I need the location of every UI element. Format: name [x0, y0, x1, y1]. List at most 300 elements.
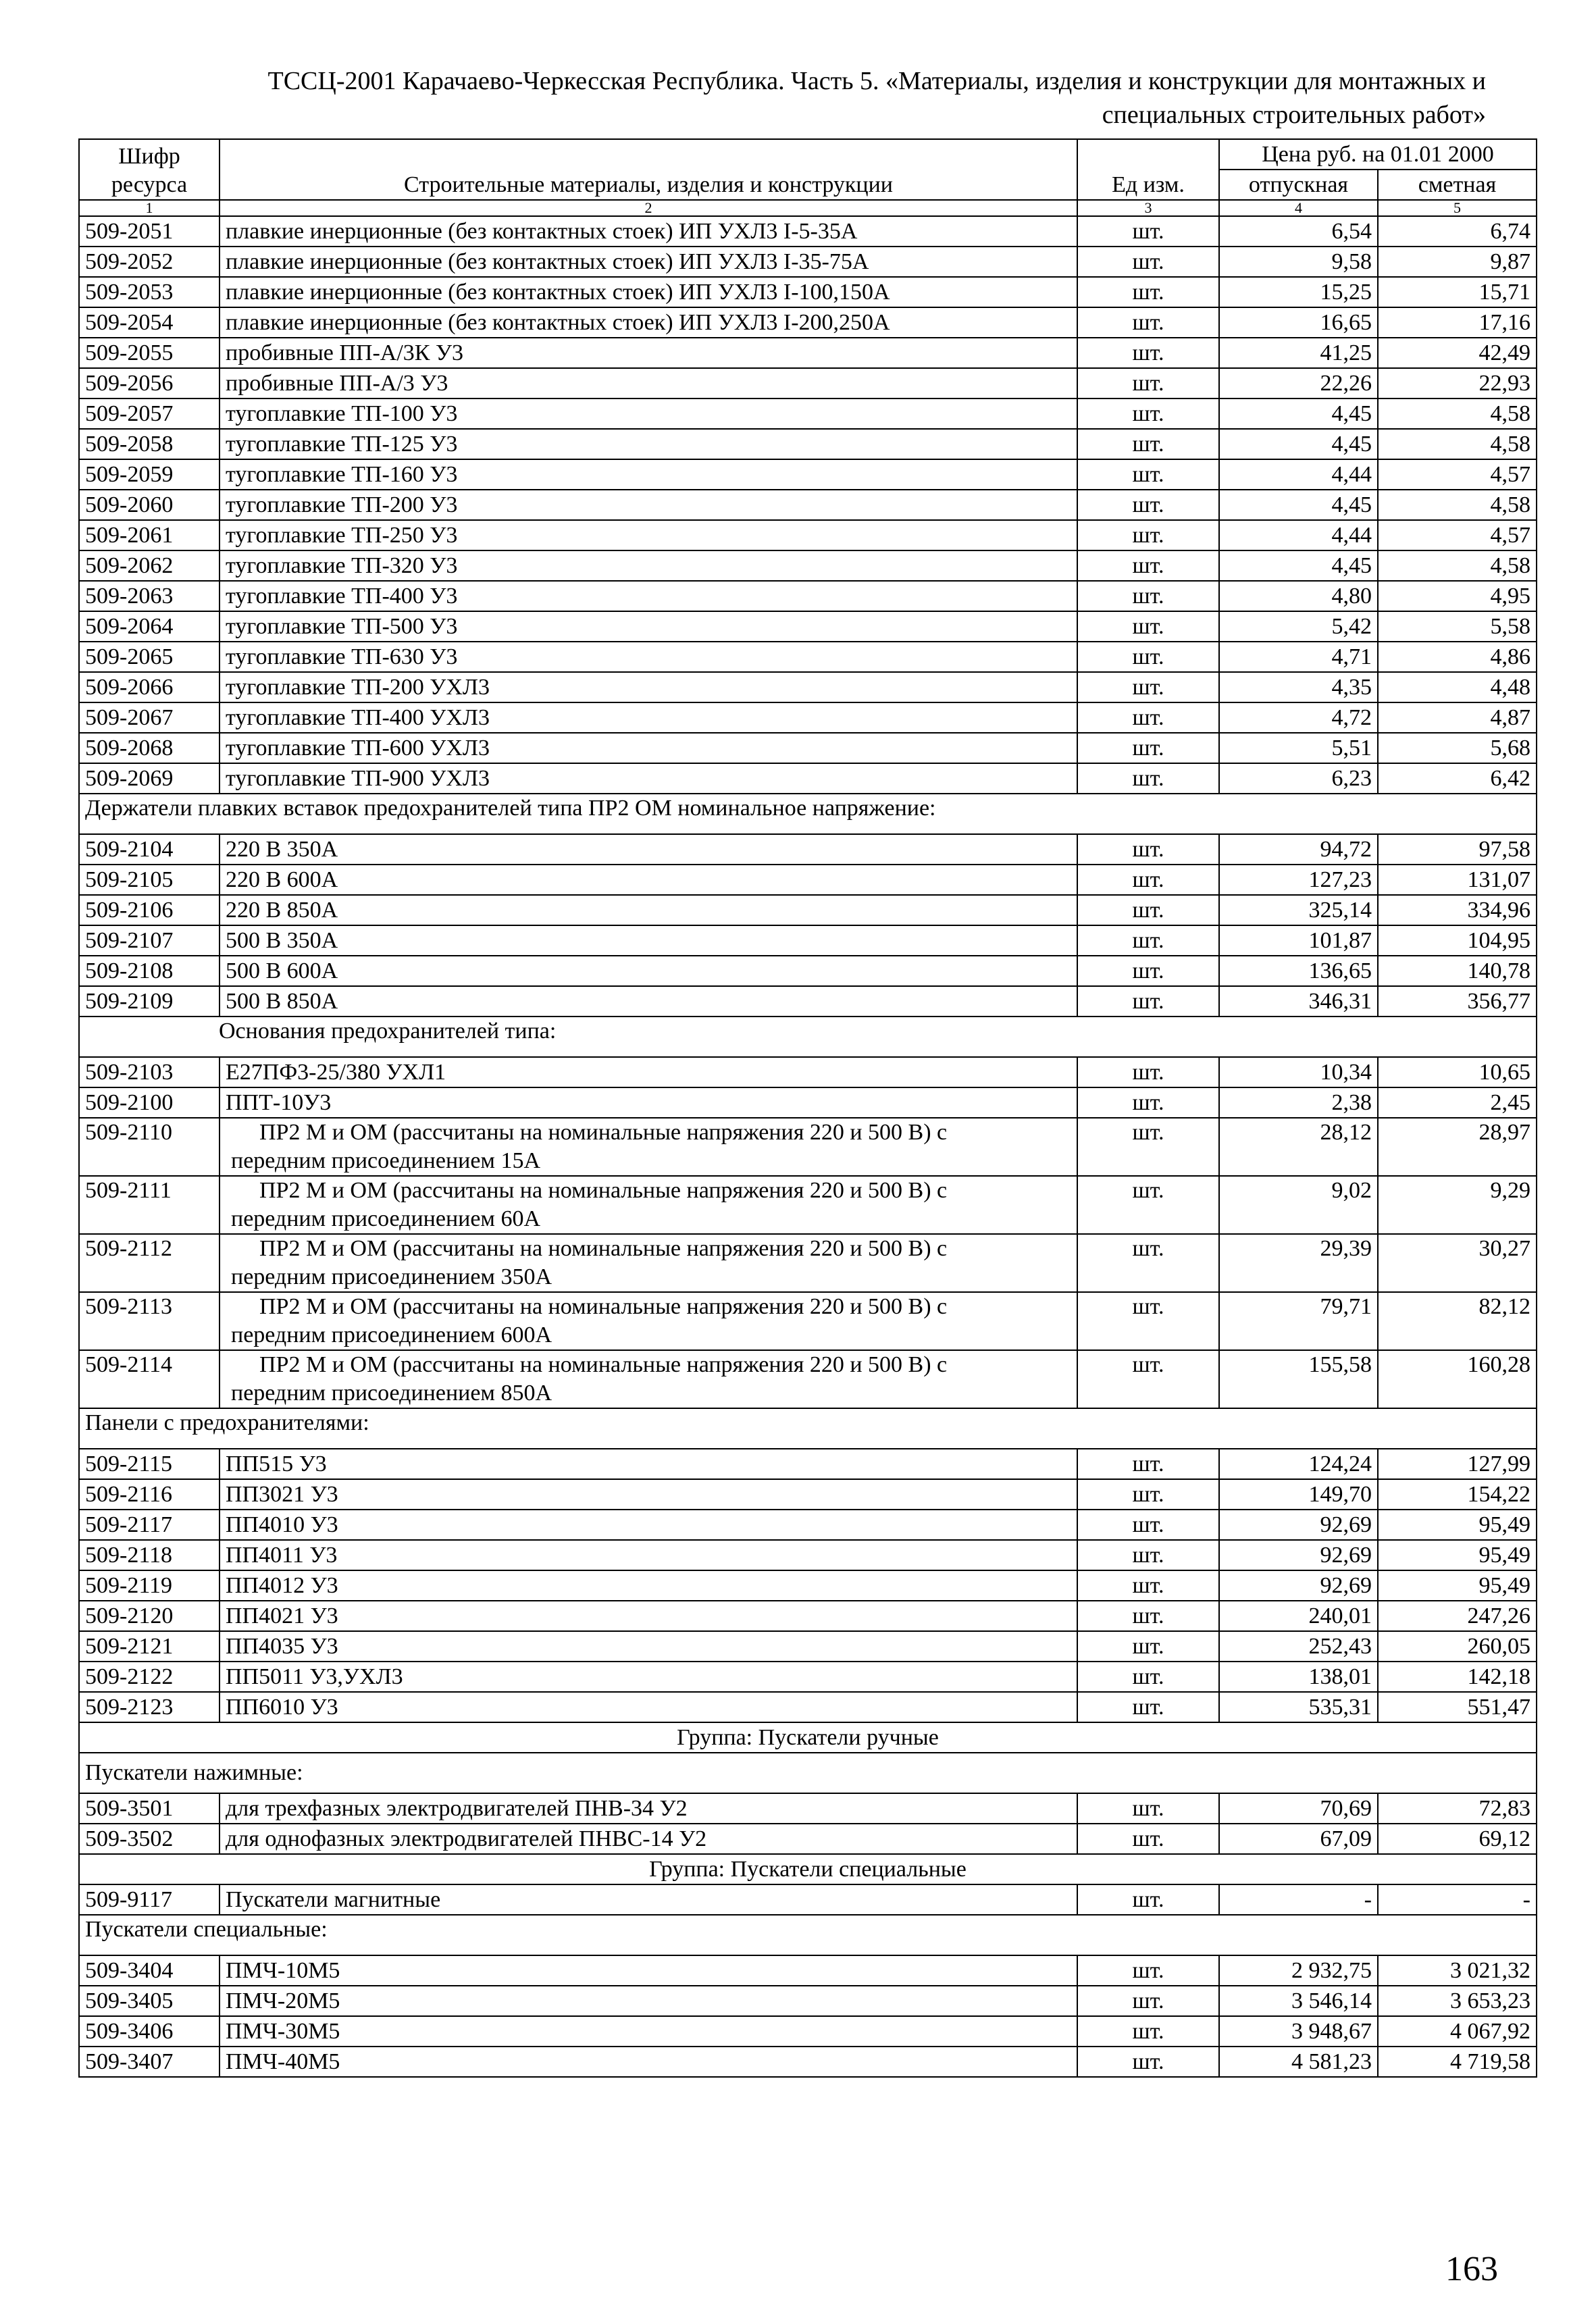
estimate-price: 97,58	[1378, 834, 1537, 865]
resource-code: 509-3406	[79, 2016, 220, 2047]
release-price: 101,87	[1219, 925, 1378, 956]
table-row	[79, 834, 1537, 865]
header-estimate-price: сметная	[1378, 170, 1537, 200]
material-name: ПП4035 У3	[220, 1631, 1077, 1662]
material-name: ПМЧ-10М5	[220, 1955, 1077, 1986]
release-price: 92,69	[1219, 1510, 1378, 1540]
table-row	[79, 2016, 1537, 2047]
material-name: плавкие инерционные (без контактных стоек) ИП УХЛ3 I-200,250А	[220, 307, 1077, 338]
material-name: тугоплавкие ТП-200 У3	[220, 490, 1077, 520]
resource-code: 509-2051	[79, 216, 220, 247]
resource-code: 509-2067	[79, 702, 220, 733]
price-table	[78, 138, 1537, 2078]
resource-code: 509-2110	[79, 1118, 220, 1176]
material-name	[220, 1176, 1077, 1234]
section-row	[79, 1017, 1537, 1057]
resource-code: 509-2069	[79, 763, 220, 794]
release-price: 124,24	[1219, 1449, 1378, 1479]
header-price: Цена руб. на 01.01 2000	[1219, 139, 1537, 170]
unit: шт.	[1077, 1824, 1219, 1854]
estimate-price: 551,47	[1378, 1692, 1537, 1722]
section-heading: Пускатели нажимные:	[79, 1753, 1537, 1793]
section-row	[79, 1915, 1537, 1955]
resource-code: 509-2107	[79, 925, 220, 956]
table-row	[79, 1793, 1537, 1824]
release-price: 4,72	[1219, 702, 1378, 733]
unit: шт.	[1077, 520, 1219, 550]
estimate-price: 17,16	[1378, 307, 1537, 338]
table-row	[79, 459, 1537, 490]
column-number: 2	[220, 200, 1077, 216]
unit: шт.	[1077, 1234, 1219, 1292]
unit: шт.	[1077, 895, 1219, 925]
estimate-price: 5,68	[1378, 733, 1537, 763]
resource-code: 509-2064	[79, 611, 220, 642]
material-name	[220, 1234, 1077, 1292]
estimate-price: 3 021,32	[1378, 1955, 1537, 1986]
release-price: 4,71	[1219, 642, 1378, 672]
resource-code: 509-3405	[79, 1986, 220, 2016]
material-name: ПП6010 У3	[220, 1692, 1077, 1722]
unit: шт.	[1077, 398, 1219, 429]
table-row	[79, 550, 1537, 581]
resource-code: 509-2120	[79, 1601, 220, 1631]
resource-code: 509-2122	[79, 1662, 220, 1692]
resource-code: 509-2054	[79, 307, 220, 338]
material-name-line-1: ПР2 М и ОМ (рассчитаны на номинальные напряжения 220 и 500 В) с	[259, 1294, 948, 1319]
estimate-price: 15,71	[1378, 277, 1537, 307]
table-row	[79, 763, 1537, 794]
resource-code: 509-2053	[79, 277, 220, 307]
resource-code: 509-2103	[79, 1057, 220, 1087]
group-heading: Группа: Пускатели ручные	[79, 1722, 1537, 1753]
section-heading: Основания предохранителей типа:	[79, 1017, 1537, 1057]
material-name: 500 В 600А	[220, 956, 1077, 986]
estimate-price: 95,49	[1378, 1540, 1537, 1570]
unit: шт.	[1077, 216, 1219, 247]
resource-code: 509-2112	[79, 1234, 220, 1292]
material-name: тугоплавкие ТП-400 У3	[220, 581, 1077, 611]
release-price: 4 581,23	[1219, 2047, 1378, 2077]
material-name: ПП5011 У3,УХЛ3	[220, 1662, 1077, 1692]
table-row	[79, 429, 1537, 459]
material-name: ПП4012 У3	[220, 1570, 1077, 1601]
estimate-price: 4 719,58	[1378, 2047, 1537, 2077]
release-price: 4,45	[1219, 398, 1378, 429]
estimate-price: 154,22	[1378, 1479, 1537, 1510]
table-row	[79, 490, 1537, 520]
unit: шт.	[1077, 986, 1219, 1017]
unit: шт.	[1077, 1540, 1219, 1570]
estimate-price: 42,49	[1378, 338, 1537, 368]
material-name: ПП4011 У3	[220, 1540, 1077, 1570]
release-price: 28,12	[1219, 1118, 1378, 1176]
material-name: тугоплавкие ТП-320 У3	[220, 550, 1077, 581]
column-number: 4	[1219, 200, 1378, 216]
release-price: 9,58	[1219, 247, 1378, 277]
header-code: Шифр ресурса	[79, 139, 220, 200]
resource-code: 509-2062	[79, 550, 220, 581]
table-row	[79, 1692, 1537, 1722]
header-release-price: отпускная	[1219, 170, 1378, 200]
estimate-price: 9,29	[1378, 1176, 1537, 1234]
material-name-line-1: ПР2 М и ОМ (рассчитаны на номинальные напряжения 220 и 500 В) с	[259, 1120, 948, 1145]
resource-code: 509-2105	[79, 865, 220, 895]
table-row	[79, 925, 1537, 956]
release-price: 3 948,67	[1219, 2016, 1378, 2047]
material-name: ПП3021 У3	[220, 1479, 1077, 1510]
table-row	[79, 2047, 1537, 2077]
material-name: ПП515 У3	[220, 1449, 1077, 1479]
table-row	[79, 1631, 1537, 1662]
table-row	[79, 1955, 1537, 1986]
resource-code: 509-2106	[79, 895, 220, 925]
estimate-price: 5,58	[1378, 611, 1537, 642]
resource-code: 509-2061	[79, 520, 220, 550]
release-price: 4,80	[1219, 581, 1378, 611]
material-name-line-2: передним присоединением 15А	[231, 1148, 541, 1173]
material-name: Е27ПФ3-25/380 УХЛ1	[220, 1057, 1077, 1087]
material-name	[220, 1118, 1077, 1176]
material-name: ПМЧ-30М5	[220, 2016, 1077, 2047]
table-row	[79, 702, 1537, 733]
resource-code: 509-2115	[79, 1449, 220, 1479]
unit: шт.	[1077, 834, 1219, 865]
resource-code: 509-2057	[79, 398, 220, 429]
estimate-price: 10,65	[1378, 1057, 1537, 1087]
table-row	[79, 642, 1537, 672]
resource-code: 509-2121	[79, 1631, 220, 1662]
table-row	[79, 1234, 1537, 1292]
release-price: 2,38	[1219, 1087, 1378, 1118]
estimate-price: 260,05	[1378, 1631, 1537, 1662]
release-price: 346,31	[1219, 986, 1378, 1017]
unit: шт.	[1077, 307, 1219, 338]
release-price: 10,34	[1219, 1057, 1378, 1087]
resource-code: 509-2065	[79, 642, 220, 672]
unit: шт.	[1077, 925, 1219, 956]
release-price: 92,69	[1219, 1570, 1378, 1601]
unit: шт.	[1077, 338, 1219, 368]
table-row	[79, 1449, 1537, 1479]
unit: шт.	[1077, 1662, 1219, 1692]
unit: шт.	[1077, 2016, 1219, 2047]
release-price: 127,23	[1219, 865, 1378, 895]
release-price: 4,45	[1219, 490, 1378, 520]
table-row	[79, 1292, 1537, 1350]
table-row	[79, 216, 1537, 247]
estimate-price: -	[1378, 1884, 1537, 1915]
table-row	[79, 1350, 1537, 1408]
resource-code: 509-2060	[79, 490, 220, 520]
table-row	[79, 956, 1537, 986]
estimate-price: 95,49	[1378, 1510, 1537, 1540]
unit: шт.	[1077, 1449, 1219, 1479]
resource-code: 509-2118	[79, 1540, 220, 1570]
table-row	[79, 895, 1537, 925]
table-row	[79, 1601, 1537, 1631]
unit: шт.	[1077, 459, 1219, 490]
section-row	[79, 794, 1537, 834]
table-row	[79, 1176, 1537, 1234]
material-name: тугоплавкие ТП-900 УХЛ3	[220, 763, 1077, 794]
material-name: для трехфазных электродвигателей ПНВ-34 У2	[220, 1793, 1077, 1824]
estimate-price: 4,86	[1378, 642, 1537, 672]
resource-code: 509-2123	[79, 1692, 220, 1722]
material-name: 220 В 350А	[220, 834, 1077, 865]
estimate-price: 131,07	[1378, 865, 1537, 895]
release-price: 41,25	[1219, 338, 1378, 368]
table-row	[79, 398, 1537, 429]
section-heading: Держатели плавких вставок предохранителей типа ПР2 ОМ номинальное напряжение:	[79, 794, 1537, 834]
material-name: ПМЧ-40М5	[220, 2047, 1077, 2077]
section-row	[79, 1753, 1537, 1793]
material-name: ПП4010 У3	[220, 1510, 1077, 1540]
table-row	[79, 520, 1537, 550]
release-price: 94,72	[1219, 834, 1378, 865]
table-row	[79, 986, 1537, 1017]
section-heading: Пускатели специальные:	[79, 1915, 1537, 1955]
estimate-price: 127,99	[1378, 1449, 1537, 1479]
material-name-line-1: ПР2 М и ОМ (рассчитаны на номинальные напряжения 220 и 500 В) с	[259, 1178, 948, 1203]
unit: шт.	[1077, 1118, 1219, 1176]
release-price: 4,44	[1219, 459, 1378, 490]
estimate-price: 9,87	[1378, 247, 1537, 277]
table-row	[79, 1479, 1537, 1510]
resource-code: 509-2119	[79, 1570, 220, 1601]
table-row	[79, 865, 1537, 895]
table-row	[79, 1510, 1537, 1540]
estimate-price: 4,58	[1378, 429, 1537, 459]
resource-code: 509-2113	[79, 1292, 220, 1350]
resource-code: 509-3407	[79, 2047, 220, 2077]
resource-code: 509-3404	[79, 1955, 220, 1986]
section-row	[79, 1408, 1537, 1449]
material-name: плавкие инерционные (без контактных стоек) ИП УХЛ3 I-35-75А	[220, 247, 1077, 277]
column-number: 3	[1077, 200, 1219, 216]
resource-code: 509-2117	[79, 1510, 220, 1540]
resource-code: 509-2116	[79, 1479, 220, 1510]
release-price: 535,31	[1219, 1692, 1378, 1722]
unit: шт.	[1077, 247, 1219, 277]
release-price: 9,02	[1219, 1176, 1378, 1234]
estimate-price: 160,28	[1378, 1350, 1537, 1408]
estimate-price: 28,97	[1378, 1118, 1537, 1176]
group-row	[79, 1722, 1537, 1753]
resource-code: 509-2109	[79, 986, 220, 1017]
unit: шт.	[1077, 1510, 1219, 1540]
unit: шт.	[1077, 1986, 1219, 2016]
group-row	[79, 1854, 1537, 1884]
table-row	[79, 1540, 1537, 1570]
material-name-line-2: передним присоединением 850А	[231, 1381, 552, 1406]
material-name-line-1: ПР2 М и ОМ (рассчитаны на номинальные напряжения 220 и 500 В) с	[259, 1236, 948, 1261]
unit: шт.	[1077, 642, 1219, 672]
header-name: Строительные материалы, изделия и конструкции	[220, 139, 1077, 200]
unit: шт.	[1077, 702, 1219, 733]
resource-code: 509-2055	[79, 338, 220, 368]
material-name-line-2: передним присоединением 600А	[231, 1322, 552, 1347]
material-name: ПМЧ-20М5	[220, 1986, 1077, 2016]
resource-code: 509-2059	[79, 459, 220, 490]
table-row	[79, 581, 1537, 611]
estimate-price: 3 653,23	[1378, 1986, 1537, 2016]
title-line-1: ТССЦ-2001 Карачаево-Черкесская Республика. Часть 5. «Материалы, изделия и конструкции для монтажных и	[267, 67, 1486, 95]
release-price: 240,01	[1219, 1601, 1378, 1631]
estimate-price: 4,48	[1378, 672, 1537, 702]
estimate-price: 4,58	[1378, 398, 1537, 429]
table-row	[79, 1118, 1537, 1176]
material-name: плавкие инерционные (без контактных стоек) ИП УХЛ3 I-100,150А	[220, 277, 1077, 307]
estimate-price: 82,12	[1378, 1292, 1537, 1350]
estimate-price: 4,57	[1378, 459, 1537, 490]
release-price: 3 546,14	[1219, 1986, 1378, 2016]
material-name	[220, 1292, 1077, 1350]
group-heading: Группа: Пускатели специальные	[79, 1854, 1537, 1884]
release-price: 92,69	[1219, 1540, 1378, 1570]
resource-code: 509-3502	[79, 1824, 220, 1854]
table-row	[79, 611, 1537, 642]
estimate-price: 142,18	[1378, 1662, 1537, 1692]
estimate-price: 95,49	[1378, 1570, 1537, 1601]
material-name: тугоплавкие ТП-600 УХЛ3	[220, 733, 1077, 763]
estimate-price: 6,74	[1378, 216, 1537, 247]
material-name: тугоплавкие ТП-200 УХЛ3	[220, 672, 1077, 702]
estimate-price: 334,96	[1378, 895, 1537, 925]
unit: шт.	[1077, 1176, 1219, 1234]
material-name	[220, 1350, 1077, 1408]
material-name-line-1: ПР2 М и ОМ (рассчитаны на номинальные напряжения 220 и 500 В) с	[259, 1352, 948, 1377]
unit: шт.	[1077, 956, 1219, 986]
unit: шт.	[1077, 581, 1219, 611]
unit: шт.	[1077, 1479, 1219, 1510]
release-price: 252,43	[1219, 1631, 1378, 1662]
material-name-line-2: передним присоединением 350А	[231, 1264, 552, 1289]
material-name: ППТ-10У3	[220, 1087, 1077, 1118]
release-price: 325,14	[1219, 895, 1378, 925]
header-unit: Ед изм.	[1077, 139, 1219, 200]
material-name: 500 В 850А	[220, 986, 1077, 1017]
unit: шт.	[1077, 1955, 1219, 1986]
material-name: 220 В 600А	[220, 865, 1077, 895]
resource-code: 509-2111	[79, 1176, 220, 1234]
unit: шт.	[1077, 733, 1219, 763]
release-price: 16,65	[1219, 307, 1378, 338]
table-row	[79, 672, 1537, 702]
material-name: тугоплавкие ТП-400 УХЛ3	[220, 702, 1077, 733]
material-name: пробивные ПП-А/3К У3	[220, 338, 1077, 368]
unit: шт.	[1077, 490, 1219, 520]
estimate-price: 104,95	[1378, 925, 1537, 956]
table-row	[79, 307, 1537, 338]
release-price: 6,54	[1219, 216, 1378, 247]
estimate-price: 4,57	[1378, 520, 1537, 550]
unit: шт.	[1077, 429, 1219, 459]
estimate-price: 69,12	[1378, 1824, 1537, 1854]
estimate-price: 22,93	[1378, 368, 1537, 398]
release-price: 4,45	[1219, 550, 1378, 581]
release-price: 22,26	[1219, 368, 1378, 398]
unit: шт.	[1077, 865, 1219, 895]
estimate-price: 6,42	[1378, 763, 1537, 794]
table-row	[79, 733, 1537, 763]
material-name: тугоплавкие ТП-100 У3	[220, 398, 1077, 429]
release-price: 4,45	[1219, 429, 1378, 459]
release-price: 138,01	[1219, 1662, 1378, 1692]
page-number: 163	[1445, 2250, 1498, 2288]
unit: шт.	[1077, 1292, 1219, 1350]
table-row	[79, 1884, 1537, 1915]
document-title	[68, 64, 1486, 132]
unit: шт.	[1077, 1692, 1219, 1722]
material-name: тугоплавкие ТП-250 У3	[220, 520, 1077, 550]
resource-code: 509-2058	[79, 429, 220, 459]
resource-code: 509-2056	[79, 368, 220, 398]
estimate-price: 4 067,92	[1378, 2016, 1537, 2047]
table-row	[79, 368, 1537, 398]
release-price: 4,35	[1219, 672, 1378, 702]
release-price: 70,69	[1219, 1793, 1378, 1824]
estimate-price: 72,83	[1378, 1793, 1537, 1824]
estimate-price: 30,27	[1378, 1234, 1537, 1292]
material-name: ПП4021 У3	[220, 1601, 1077, 1631]
section-heading: Панели с предохранителями:	[79, 1408, 1537, 1449]
resource-code: 509-2114	[79, 1350, 220, 1408]
material-name: тугоплавкие ТП-630 У3	[220, 642, 1077, 672]
release-price: 5,51	[1219, 733, 1378, 763]
resource-code: 509-9117	[79, 1884, 220, 1915]
unit: шт.	[1077, 1884, 1219, 1915]
table-row	[79, 1662, 1537, 1692]
unit: шт.	[1077, 1631, 1219, 1662]
resource-code: 509-2068	[79, 733, 220, 763]
unit: шт.	[1077, 277, 1219, 307]
resource-code: 509-2063	[79, 581, 220, 611]
material-name: пробивные ПП-А/3 У3	[220, 368, 1077, 398]
estimate-price: 247,26	[1378, 1601, 1537, 1631]
unit: шт.	[1077, 1601, 1219, 1631]
material-name: плавкие инерционные (без контактных стоек) ИП УХЛ3 I-5-35А	[220, 216, 1077, 247]
release-price: 4,44	[1219, 520, 1378, 550]
resource-code: 509-2100	[79, 1087, 220, 1118]
table-row	[79, 338, 1537, 368]
release-price: 155,58	[1219, 1350, 1378, 1408]
release-price: 149,70	[1219, 1479, 1378, 1510]
resource-code: 509-2108	[79, 956, 220, 986]
title-line-2: специальных строительных работ»	[1102, 101, 1486, 129]
table-row	[79, 1824, 1537, 1854]
estimate-price: 2,45	[1378, 1087, 1537, 1118]
estimate-price: 4,58	[1378, 490, 1537, 520]
estimate-price: 4,95	[1378, 581, 1537, 611]
resource-code: 509-2052	[79, 247, 220, 277]
release-price: 15,25	[1219, 277, 1378, 307]
table-row	[79, 1570, 1537, 1601]
table-row	[79, 1057, 1537, 1087]
release-price: 67,09	[1219, 1824, 1378, 1854]
unit: шт.	[1077, 672, 1219, 702]
column-number: 1	[79, 200, 220, 216]
estimate-price: 356,77	[1378, 986, 1537, 1017]
unit: шт.	[1077, 1570, 1219, 1601]
release-price: 79,71	[1219, 1292, 1378, 1350]
release-price: 5,42	[1219, 611, 1378, 642]
unit: шт.	[1077, 1087, 1219, 1118]
release-price: 2 932,75	[1219, 1955, 1378, 1986]
estimate-price: 4,58	[1378, 550, 1537, 581]
resource-code: 509-2066	[79, 672, 220, 702]
unit: шт.	[1077, 1057, 1219, 1087]
